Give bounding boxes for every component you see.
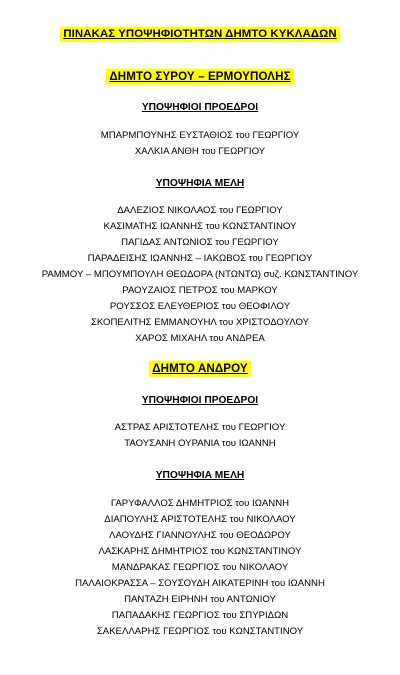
candidate-name: ΧΑΛΚΙΑ ΑΝΘΗ του ΓΕΩΡΓΙΟΥ [134,146,266,157]
candidate-name: ΡΑΜΜΟΥ – ΜΠΟΥΜΠΟΥΛΗ ΘΕΩΔΟΡΑ (ΝΤΩΝΤΩ) συζ. ΚΩΝΣΤΑΝΤΙΝΟΥ [41,269,359,280]
candidate-name: ΣΑΚΕΛΛΑΡΗΣ ΓΕΩΡΓΙΟΣ του ΚΩΝΣΤΑΝΤΙΝΟΥ [96,626,304,637]
candidate-name: ΡΟΥΣΣΟΣ ΕΛΕΥΘΕΡΙΟΣ του ΘΕΟΦΙΛΟΥ [109,301,291,312]
section-title-line [0,67,400,85]
candidate-name: ΛΑΟΥΔΗΣ ΓΙΑΝΝΟΥΛΗΣ του ΘΕΟΔΩΡΟΥ [109,530,291,541]
section-title-andros: ΔΗΜΤΟ ΑΝΔΡΟΥ [149,361,250,377]
candidate-name: ΔΑΛΕΖΙΟΣ ΝΙΚΟΛΑΟΣ του ΓΕΩΡΓΙΟΥ [117,205,283,216]
candidate-name: ΜΠΑΡΜΠΟΥΝΗΣ ΕΥΣΤΑΘΙΟΣ του ΓΕΩΡΓΙΟΥ [100,130,300,141]
section-title-line [0,359,400,377]
candidate-name: ΧΑΡΟΣ ΜΙΧΑΗΛ του ΑΝΔΡΕΑ [135,333,265,344]
candidate-name: ΛΑΣΚΑΡΗΣ ΔΗΜΗΤΡΙΟΣ του ΚΩΝΣΤΑΝΤΙΝΟΥ [98,546,302,557]
document-title: ΠΙΝΑΚΑΣ ΥΠΟΨΗΦΙΟΤΗΤΩΝ ΔΗΜΤΟ ΚΥΚΛΑΔΩΝ [60,27,339,42]
candidate-name: ΜΑΝΔΡΑΚΑΣ ΓΕΩΡΓΙΟΣ του ΝΙΚΟΛΑΟΥ [111,562,289,573]
presidents-heading: ΥΠΟΨΗΦΙΟΙ ΠΡΟΕΔΡΟΙ [141,102,259,113]
section-title-syros: ΔΗΜΤΟ ΣΥΡΟΥ – ΕΡΜΟΥΠΟΛΗΣ [106,69,293,85]
members-heading: ΥΠΟΨΗΦΙΑ ΜΕΛΗ [155,470,245,481]
candidate-name: ΠΑΡΑΔΕΙΣΗΣ ΙΩΑΝΝΗΣ – ΙΑΚΩΒΟΣ του ΓΕΩΡΓΙΟΥ [87,253,313,264]
candidate-name: ΚΑΣΙΜΑΤΗΣ ΙΩΑΝΝΗΣ του ΚΩΝΣΤΑΝΤΙΝΟΥ [103,221,297,232]
candidate-name: ΣΚΟΠΕΛΙΤΗΣ ΕΜΜΑΝΟΥΗΛ του ΧΡΙΣΤΟΔΟΥΛΟΥ [90,317,310,328]
document-title-line [0,24,400,42]
candidate-name: ΠΑΛΑΙΟΚΡΑΣΣΑ – ΣΟΥΣΟΥΔΗ ΑΙΚΑΤΕΡΙΝΗ του ΙΩΑΝΝΗ [75,578,325,589]
candidate-name: ΠΑΓΙΔΑΣ ΑΝΤΩΝΙΟΣ του ΓΕΩΡΓΙΟΥ [121,237,279,248]
candidate-name: ΤΑΟΥΣΑΝΗ ΟΥΡΑΝΙΑ του ΙΩΑΝΝΗ [124,438,276,449]
presidents-heading: ΥΠΟΨΗΦΙΟΙ ΠΡΟΕΔΡΟΙ [141,395,259,406]
candidate-name: ΠΑΠΑΔΑΚΗΣ ΓΕΩΡΓΙΟΣ του ΣΠΥΡΙΔΩΝ [111,610,289,621]
candidate-name: ΓΑΡΥΦΑΛΛΟΣ ΔΗΜΗΤΡΙΟΣ του ΙΩΑΝΝΗ [110,498,290,509]
candidate-name: ΠΑΝΤΑΖΗ ΕΙΡΗΝΗ του ΑΝΤΩΝΙΟΥ [124,594,276,605]
candidate-name: ΔΙΑΠΟΥΛΗΣ ΑΡΙΣΤΟΤΕΛΗΣ του ΝΙΚΟΛΑΟΥ [104,514,296,525]
candidate-name: ΡΑΟΥΖΑΙΟΣ ΠΕΤΡΟΣ του ΜΑΡΚΟΥ [122,285,278,296]
candidate-name: ΑΣΤΡΑΣ ΑΡΙΣΤΟΤΕΛΗΣ του ΓΕΩΡΓΙΟΥ [114,422,286,433]
members-heading: ΥΠΟΨΗΦΙΑ ΜΕΛΗ [155,178,245,189]
